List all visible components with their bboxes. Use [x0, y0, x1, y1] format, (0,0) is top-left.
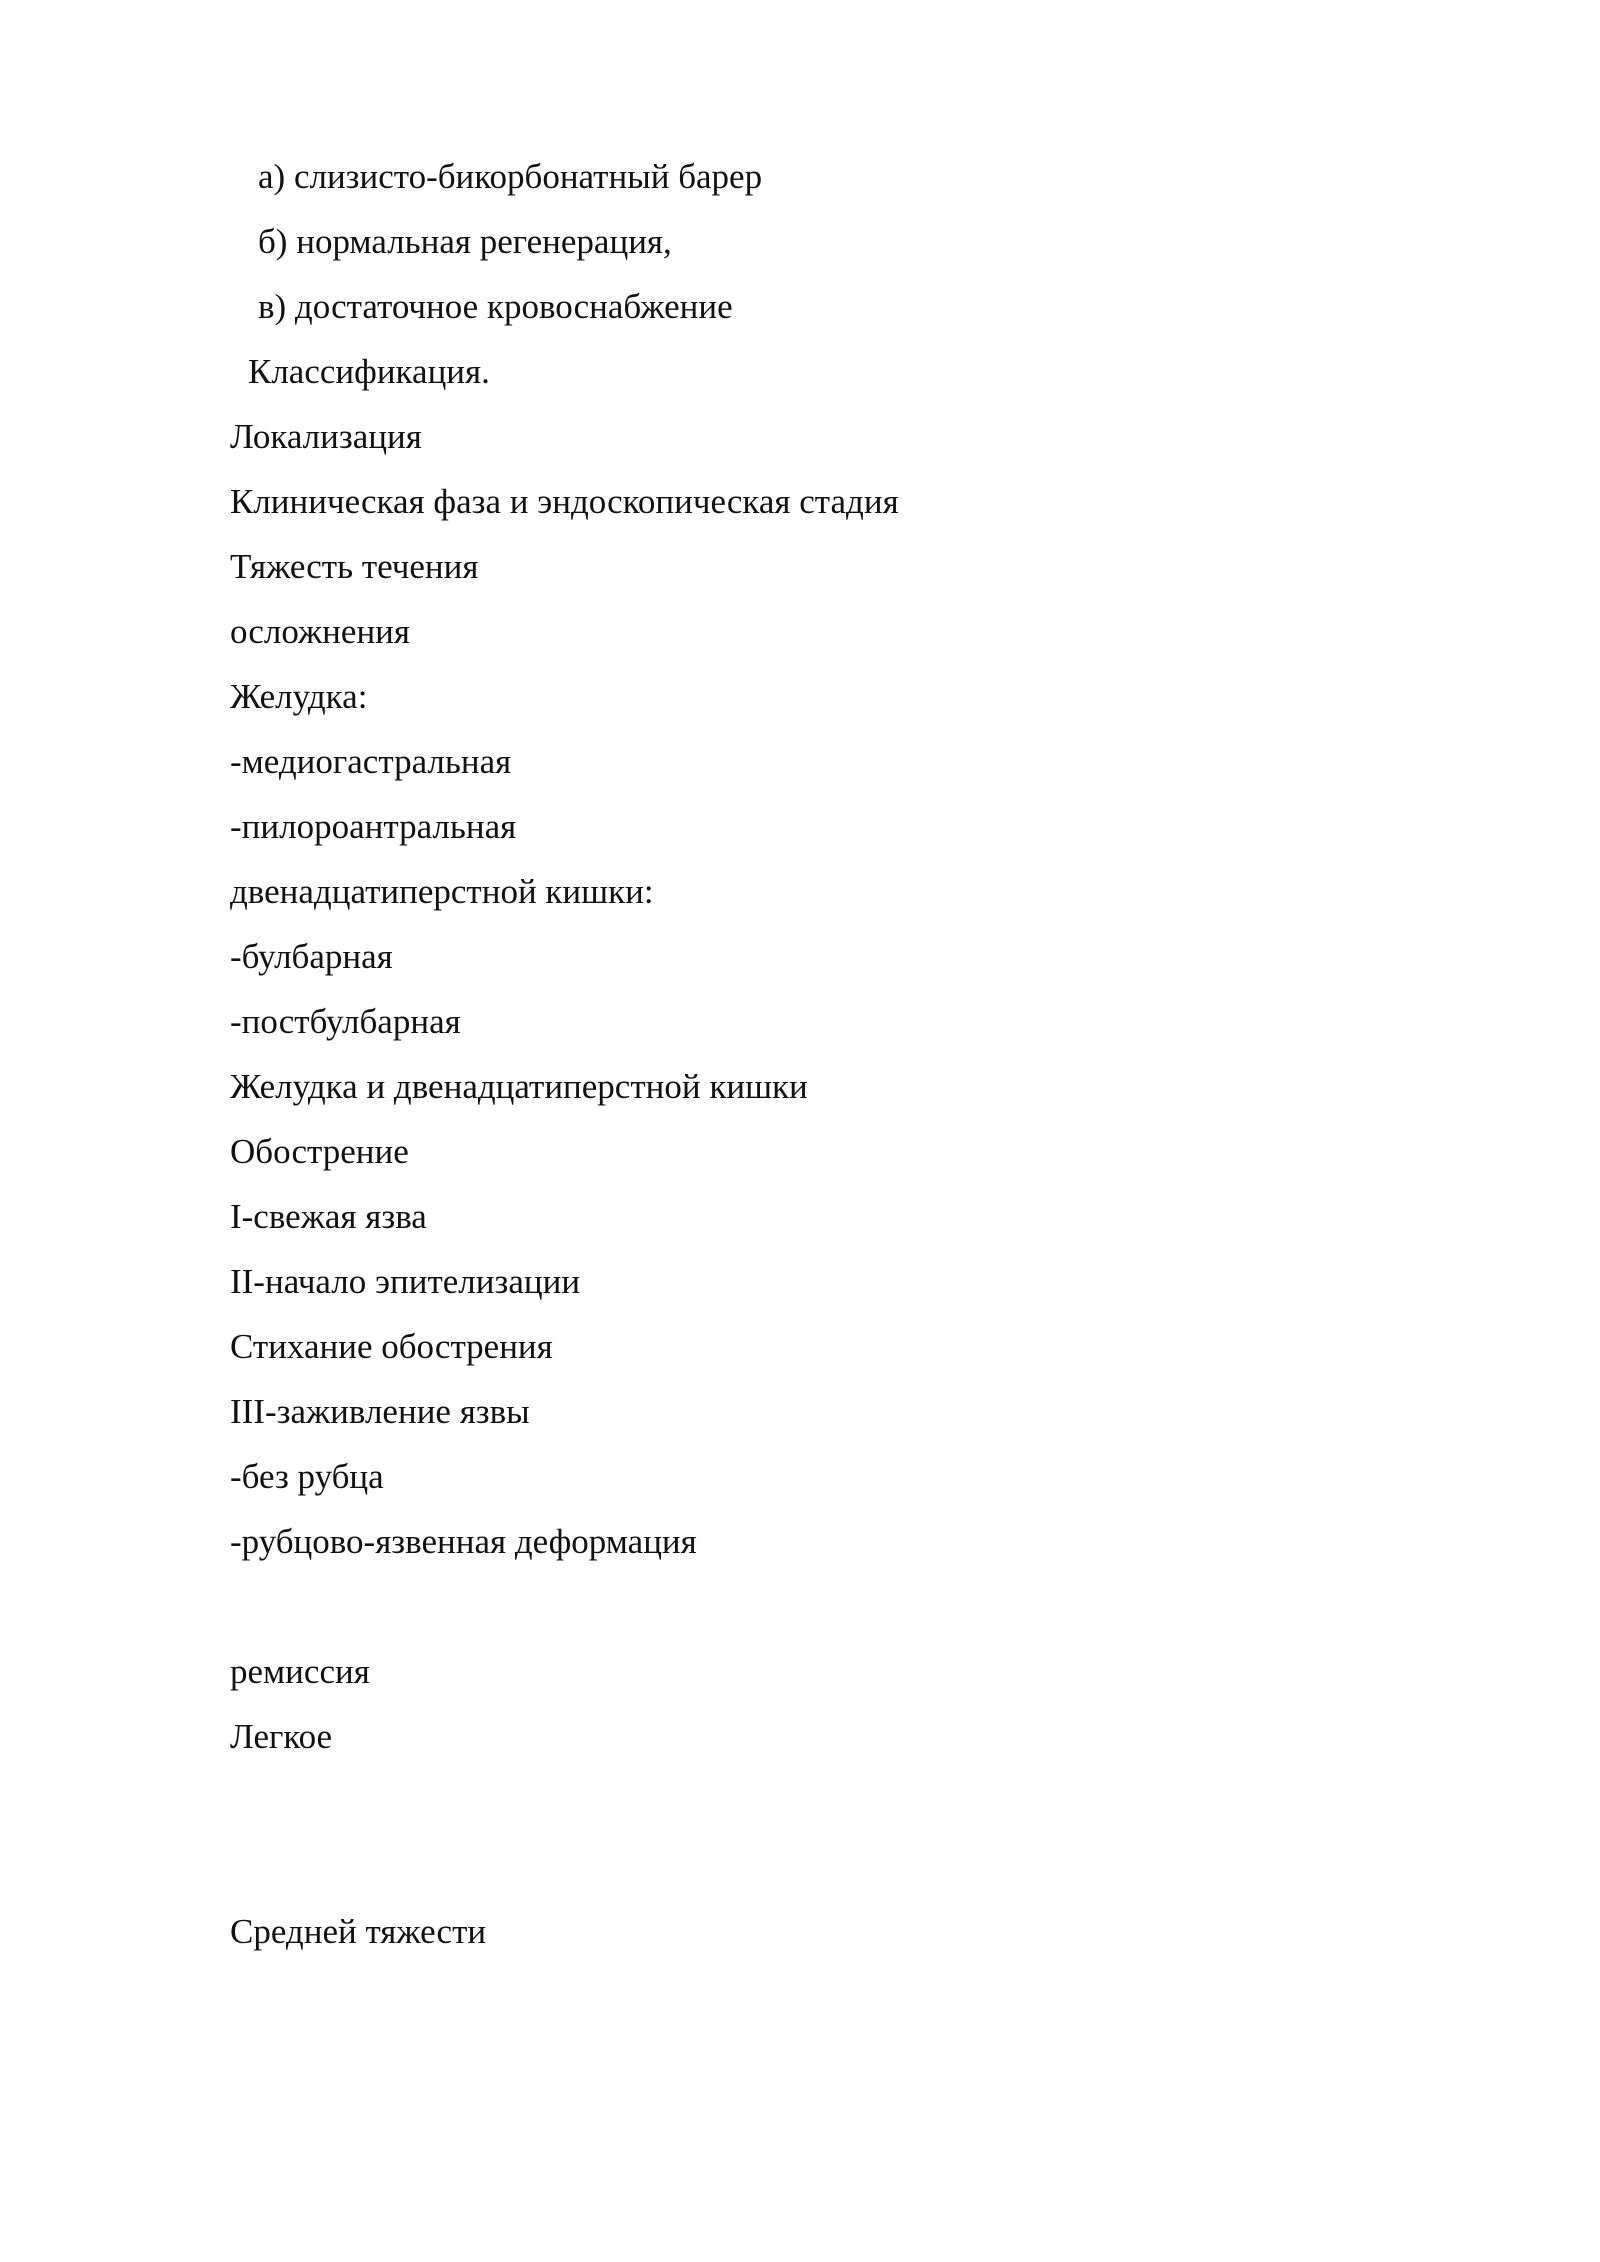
text-line-stomach: Желудка:	[230, 677, 368, 716]
text-line-clinical-phase: Клиническая фаза и эндоскопическая стадия	[230, 482, 899, 521]
section-heading-classification: Классификация.	[248, 352, 490, 391]
text-line-mediogastric: -медиогастральная	[230, 742, 512, 781]
text-line-factor-b: б) нормальная регенерация,	[258, 222, 672, 261]
text-line-moderate: Средней тяжести	[230, 1912, 487, 1951]
text-line-bulbar: -булбарная	[230, 937, 393, 976]
text-line-factor-c: в) достаточное кровоснабжение	[258, 287, 733, 326]
text-line-remission: ремиссия	[230, 1652, 370, 1691]
text-line-stage-2: II-начало эпителизации	[230, 1262, 581, 1301]
text-line-mild: Легкое	[230, 1717, 333, 1756]
text-line-duodenum: двенадцатиперстной кишки:	[230, 872, 654, 911]
text-line-scar-deformation: -рубцово-язвенная деформация	[230, 1522, 697, 1561]
text-line-exacerbation: Обострение	[230, 1132, 409, 1171]
text-line-severity: Тяжесть течения	[230, 547, 479, 586]
text-line-postbulbar: -постбулбарная	[230, 1002, 461, 1041]
text-line-stage-1: I-свежая язва	[230, 1197, 427, 1236]
text-line-complications: осложнения	[230, 612, 411, 651]
text-line-pyloroantral: -пилороантральная	[230, 807, 517, 846]
text-line-factor-a: а) слизисто-бикорбонатный барер	[258, 157, 763, 196]
text-line-localization: Локализация	[230, 417, 422, 456]
text-line-without-scar: -без рубца	[230, 1457, 384, 1496]
text-line-stomach-and-duodenum: Желудка и двенадцатиперстной кишки	[230, 1067, 808, 1106]
text-line-subsiding-exacerbation: Стихание обострения	[230, 1327, 553, 1366]
text-line-stage-3: III-заживление язвы	[230, 1392, 530, 1431]
